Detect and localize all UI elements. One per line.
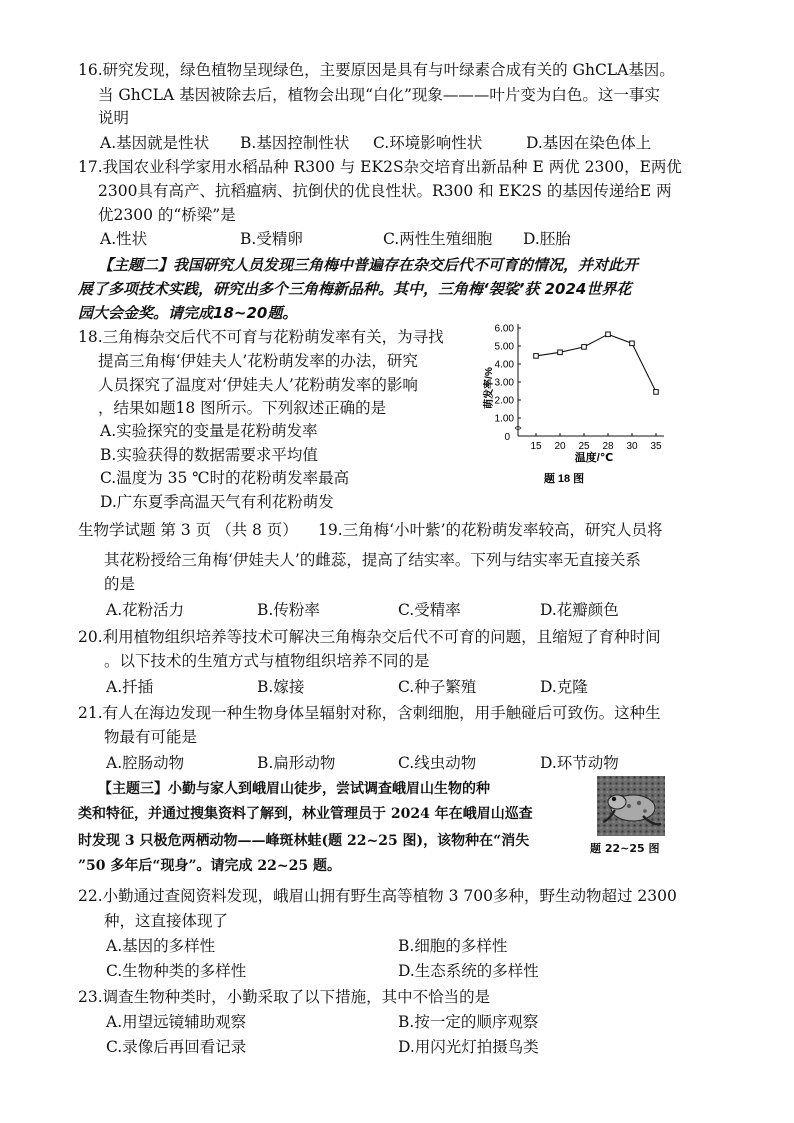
frog-photo xyxy=(597,776,665,836)
q23-stem-line1: 23.调查生物种类时，小勤采取了以下措施，其中不恰当的是 xyxy=(78,988,491,1006)
chart-y-axis-label: 萌发率/% xyxy=(484,367,495,409)
q17-option-c[interactable]: C.两性生殖细胞 xyxy=(383,230,493,248)
q20-option-b[interactable]: B.嫁接 xyxy=(257,678,305,696)
topic3-line2: 类和特征，并通过搜集资料了解到，林业管理员于 2024 年在峨眉山巡查 xyxy=(78,806,533,822)
q18-stem-line3: 人员探究了温度对‘伊娃夫人’花粉萌发率的影响 xyxy=(98,376,418,394)
x-tick-label: 28 xyxy=(602,441,614,452)
q23-option-d[interactable]: D.用闪光灯拍摄鸟类 xyxy=(398,1038,539,1056)
x-tick-label: 35 xyxy=(650,441,662,452)
x-tick-label: 20 xyxy=(554,441,566,452)
y-tick-label: 3.00 xyxy=(494,377,514,389)
q19-stem-line2: 其花粉授给三角梅‘伊娃夫人’的雌蕊，提高了结实率。下列与结实率无直接关系 xyxy=(104,551,641,569)
data-point xyxy=(654,390,659,395)
chart-series xyxy=(534,332,659,394)
y-tick-label: 6.00 xyxy=(494,323,514,335)
q16-option-c[interactable]: C.环境影响性状 xyxy=(373,134,483,152)
q22-option-a[interactable]: A.基因的多样性 xyxy=(106,937,216,955)
q18-stem-line4: ，结果如题18 图所示。下列叙述正确的是 xyxy=(98,399,387,417)
series-line xyxy=(536,334,656,392)
chart-axes xyxy=(515,324,664,436)
frog-figure-caption: 题 22~25 图 xyxy=(590,842,660,855)
topic3-line4: ”50 多年后“现身”。请完成 22~25 题。 xyxy=(78,858,341,874)
q18-option-a[interactable]: A.实验探究的变量是花粉萌发率 xyxy=(100,422,318,440)
q18-option-d[interactable]: D.广东夏季高温天气有利花粉萌发 xyxy=(100,493,334,511)
chart-y-ticks xyxy=(495,324,521,444)
q19-stem-line1: 19.三角梅‘小叶紫’的花粉萌发率较高，研究人员将 xyxy=(318,521,663,539)
topic3-line3: 时发现 3 只极危两栖动物——峰斑林蛙(题 22~25 图)，该物种在“消失 xyxy=(78,833,530,849)
y-tick-label: 2.00 xyxy=(494,395,514,407)
q17-stem-line3: 优2300 的“桥梁”是 xyxy=(98,206,236,224)
q20-option-d[interactable]: D.克隆 xyxy=(540,678,588,696)
y-tick-label: 5.00 xyxy=(494,341,514,353)
q19-option-a[interactable]: A.花粉活力 xyxy=(106,601,185,619)
y-tick-label-zero: 0 xyxy=(504,432,510,443)
q16-stem-line2: 当 GhCLA 基因被除去后，植物会出现“白化”现象———叶片变为白色。这一事实 xyxy=(98,86,660,104)
q21-option-c[interactable]: C.线虫动物 xyxy=(398,754,477,772)
x-tick-label: 15 xyxy=(530,441,542,452)
y-tick-label: 4.00 xyxy=(494,359,514,371)
q21-stem-line1: 21.有人在海边发现一种生物身体呈辐射对称，含刺细胞，用手触碰后可致伤。这种生 xyxy=(78,704,661,722)
data-point xyxy=(558,350,563,355)
q18-option-c[interactable]: C.温度为 35 ℃时的花粉萌发率最高 xyxy=(100,469,350,487)
q16-option-b[interactable]: B.基因控制性状 xyxy=(240,134,350,152)
x-tick-label: 25 xyxy=(578,441,590,452)
topic2-line3: 园大会金奖。请完成18~20题。 xyxy=(78,304,298,322)
q21-option-b[interactable]: B.扁形动物 xyxy=(257,754,336,772)
topic2-line1: 【主题二】我国研究人员发现三角梅中普遍存在杂交后代不可育的情况，并对此开 xyxy=(98,256,639,274)
q19-option-d[interactable]: D.花瓣颜色 xyxy=(540,601,619,619)
y-tick-label: 1.00 xyxy=(494,413,514,425)
q19-stem-line3: 的是 xyxy=(104,575,136,593)
data-point xyxy=(534,354,539,359)
germination-rate-chart xyxy=(478,318,676,488)
q22-option-b[interactable]: B.细胞的多样性 xyxy=(398,937,508,955)
q20-option-a[interactable]: A.扦插 xyxy=(106,678,154,696)
data-point xyxy=(582,345,587,350)
q22-option-c[interactable]: C.生物种类的多样性 xyxy=(106,962,247,980)
q17-option-d[interactable]: D.胚胎 xyxy=(523,230,571,248)
q22-stem-line1: 22.小勤通过查阅资料发现，峨眉山拥有野生高等植物 3 700多种，野生动物超过 2300 xyxy=(78,887,677,905)
chart-caption: 题 18 图 xyxy=(543,473,585,485)
q17-stem-line2: 2300具有高产、抗稻瘟病、抗倒伏的优良性状。R300 和 EK2S 的基因传递给E 两 xyxy=(98,182,672,200)
data-point xyxy=(606,332,611,337)
q16-stem-line1: 16.研究发现，绿色植物呈现绿色，主要原因是具有与叶绿素合成有关的 GhCLA基因。 xyxy=(78,61,675,79)
q21-stem-line2: 物最有可能是 xyxy=(104,728,198,746)
q23-option-c[interactable]: C.录像后再回看记录 xyxy=(106,1038,247,1056)
q23-option-a[interactable]: A.用望远镜辅助观察 xyxy=(106,1013,247,1031)
q16-option-d[interactable]: D.基因在染色体上 xyxy=(526,134,652,152)
x-tick-label: 30 xyxy=(626,441,638,452)
q16-option-a[interactable]: A.基因就是性状 xyxy=(100,134,210,152)
q20-stem-line2: 。以下技术的生殖方式与植物组织培养不同的是 xyxy=(104,652,430,670)
q17-option-b[interactable]: B.受精卵 xyxy=(240,230,303,248)
q23-option-b[interactable]: B.按一定的顺序观察 xyxy=(398,1013,539,1031)
q18-stem-line1: 18.三角梅杂交后代不可育与花粉萌发率有关，为寻找 xyxy=(78,328,444,346)
q19-option-b[interactable]: B.传粉率 xyxy=(257,601,320,619)
q22-option-d[interactable]: D.生态系统的多样性 xyxy=(398,962,539,980)
q19-option-c[interactable]: C.受精率 xyxy=(398,601,461,619)
q17-stem-line1: 17.我国农业科学家用水稻品种 R300 与 EK2S杂交培育出新品种 E 两优 2300，E两优 xyxy=(78,158,682,176)
q17-option-a[interactable]: A.性状 xyxy=(100,230,148,248)
q16-stem-line3: 说明 xyxy=(98,109,130,127)
q18-option-b[interactable]: B.实验获得的数据需要求平均值 xyxy=(100,446,318,464)
data-point xyxy=(630,341,635,346)
page-footer: 生物学试题 第 3 页 （共 8 页） xyxy=(78,521,298,539)
q21-option-a[interactable]: A.腔肠动物 xyxy=(106,754,185,772)
chart-x-axis-label: 温度/℃ xyxy=(574,452,614,464)
q18-stem-line2: 提高三角梅‘伊娃夫人’花粉萌发率的办法，研究 xyxy=(98,352,418,370)
q22-stem-line2: 种，这直接体现了 xyxy=(104,912,229,930)
topic2-line2: 展了多项技术实践，研究出多个三角梅新品种。其中，三角梅‘袈裟’获 2024世界花 xyxy=(78,280,632,298)
q20-stem-line1: 20.利用植物组织培养等技术可解决三角梅杂交后代不可育的问题，且缩短了育种时间 xyxy=(78,628,661,646)
topic3-line1: 【主题三】小勤与家人到峨眉山徒步，尝试调查峨眉山生物的种 xyxy=(98,781,490,797)
q21-option-d[interactable]: D.环节动物 xyxy=(540,754,619,772)
q20-option-c[interactable]: C.种子繁殖 xyxy=(398,678,477,696)
